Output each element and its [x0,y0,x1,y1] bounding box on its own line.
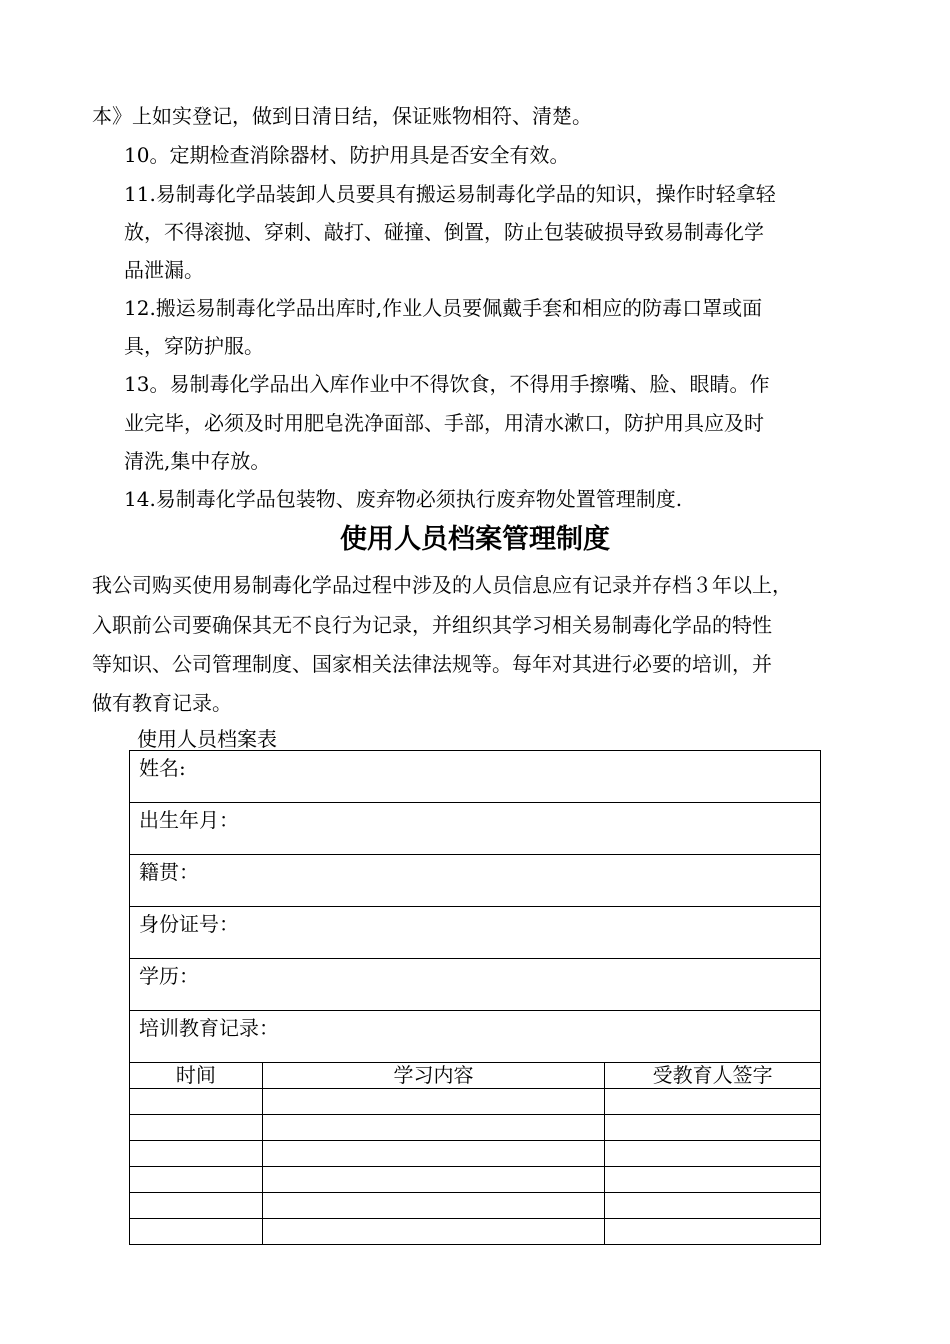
form-row-birth [130,803,821,855]
content-cell[interactable] [262,1115,604,1141]
paragraph-line: 11.易制毒化学品装卸人员要具有搬运易制毒化学品的知识，操作时轻拿轻 [124,182,776,206]
record-row [130,1219,821,1245]
signature-cell[interactable] [605,1193,821,1219]
id-number-field-label: 身份证号： [139,912,239,936]
paragraph-line: 业完毕，必须及时用肥皂洗净面部、手部，用清水漱口，防护用具应及时 [124,411,764,435]
section-paragraph-line: 入职前公司要确保其无不良行为记录，并组织其学习相关易制毒化学品的特性 [92,613,772,637]
paragraph-line: 14.易制毒化学品包装物、废弃物必须执行废弃物处置管理制度. [124,487,683,511]
content-cell[interactable] [262,1141,604,1167]
content-cell[interactable] [262,1089,604,1115]
birth-date-field-label: 出生年月： [139,808,239,832]
section-title: 使用人员档案管理制度 [340,524,610,555]
form-row-training [130,1011,821,1063]
record-row [130,1089,821,1115]
paragraph-line: 具，穿防护服。 [124,334,264,358]
id-number-field[interactable] [130,907,821,959]
native-place-field[interactable] [130,855,821,907]
time-cell[interactable] [130,1089,263,1115]
section-paragraph-line: 做有教育记录。 [92,691,232,715]
personnel-record-table [129,750,821,1245]
paragraph-line: 清洗,集中存放。 [124,449,271,473]
form-row-id [130,907,821,959]
paragraph-line: 放，不得滚抛、穿刺、敲打、碰撞、倒置，防止包装破损导致易制毒化学 [124,220,764,244]
paragraph-line: 12.搬运易制毒化学品出库时,作业人员要佩戴手套和相应的防毒口罩或面 [124,296,763,320]
header-signature: 受教育人签字 [605,1063,821,1089]
native-place-field-label: 籍贯： [139,860,199,884]
signature-cell[interactable] [605,1167,821,1193]
training-record-field-label: 培训教育记录： [139,1016,279,1040]
content-cell[interactable] [262,1193,604,1219]
record-row [130,1193,821,1219]
birth-date-field[interactable] [130,803,821,855]
signature-cell[interactable] [605,1219,821,1245]
record-header-row [130,1063,821,1089]
time-cell[interactable] [130,1141,263,1167]
education-field-label: 学历： [139,964,199,988]
form-row-education [130,959,821,1011]
paragraph-line: 10。定期检查消除器材、防护用具是否安全有效。 [124,143,570,167]
record-row [130,1141,821,1167]
header-content: 学习内容 [262,1063,604,1089]
section-paragraph-line: 我公司购买使用易制毒化学品过程中涉及的人员信息应有记录并存档３年以上， [92,573,792,597]
paragraph-line: 本》上如实登记，做到日清日结，保证账物相符、清楚。 [92,104,592,128]
time-cell[interactable] [130,1219,263,1245]
signature-cell[interactable] [605,1089,821,1115]
time-cell[interactable] [130,1115,263,1141]
signature-cell[interactable] [605,1115,821,1141]
form-row-origin [130,855,821,907]
time-cell[interactable] [130,1167,263,1193]
time-cell[interactable] [130,1193,263,1219]
education-field[interactable] [130,959,821,1011]
training-record-field[interactable] [130,1011,821,1063]
section-paragraph-line: 等知识、公司管理制度、国家相关法律法规等。每年对其进行必要的培训，并 [92,652,772,676]
content-cell[interactable] [262,1167,604,1193]
name-field-label: 姓名: [139,756,186,780]
paragraph-line: 品泄漏。 [124,258,204,282]
name-field[interactable] [130,751,821,803]
record-row [130,1115,821,1141]
table-caption: 使用人员档案表 [137,727,277,751]
record-row [130,1167,821,1193]
content-cell[interactable] [262,1219,604,1245]
header-time: 时间 [130,1063,263,1089]
signature-cell[interactable] [605,1141,821,1167]
form-row-name [130,751,821,803]
paragraph-line: 13。易制毒化学品出入库作业中不得饮食，不得用手擦嘴、脸、眼睛。作 [124,372,770,396]
